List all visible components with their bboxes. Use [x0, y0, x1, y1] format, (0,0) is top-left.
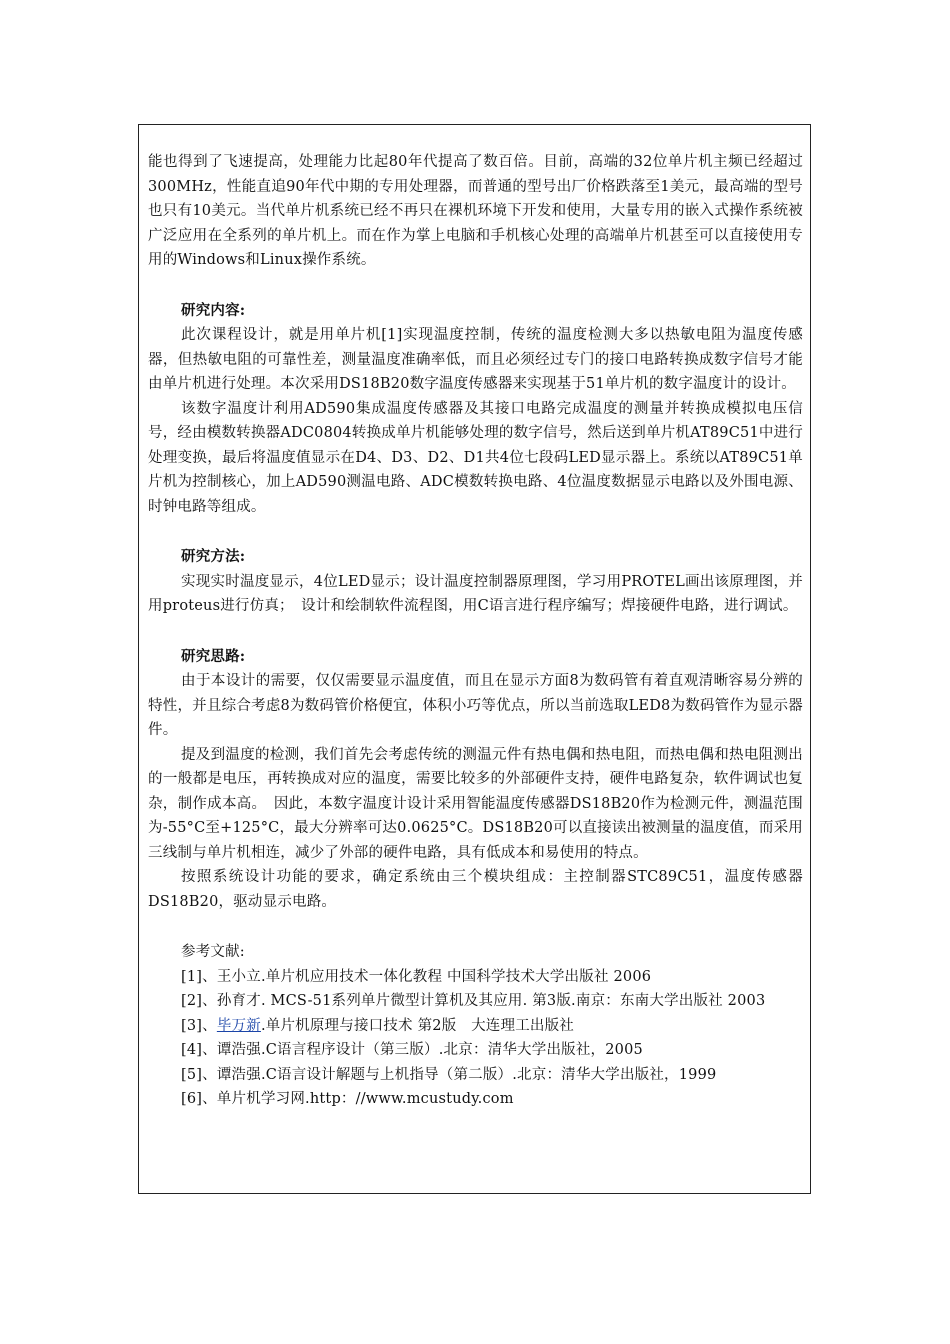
reference-item: [148, 1014, 803, 1039]
research-content-paragraph: 此次课程设计，就是用单片机[1]实现温度控制，传统的温度检测大多以热敏电阻为温度传感器，但热敏电阻的可靠性差，测量温度准确率低，而且必须经过专门的接口电路转换成数字信号才能由单片机进行处理。本次采用DS18B20数字温度传感器来实现基于51单片机的数字温度计的设计。: [148, 327, 803, 392]
reference-item-prefix: [3]、: [181, 1017, 217, 1034]
reference-item: [4]、谭浩强.C语言程序设计（第三版）.北京：清华大学出版社，2005: [181, 1042, 643, 1058]
references-heading: 参考文献:: [181, 944, 245, 960]
spacer: [148, 273, 803, 299]
research-content-heading: 研究内容:: [181, 301, 246, 319]
research-method-heading: 研究方法:: [181, 548, 246, 565]
research-content-paragraph: 该数字温度计利用AD590集成温度传感器及其接口电路完成温度的测量并转换成模拟电压信号，经由模数转换器ADC0804转换成单片机能够处理的数字信号，然后送到单片机AT89C51中进行处理变换，最后将温度值显示在D4、D3、D2、D1共4位七段码LED显示器上。系统以AT89C51单片机为控制核心，加上AD590测温电路、ADC模数转换电路、4位温度数据显示电路以及外围电源、时钟电路等组成。: [148, 400, 803, 515]
spacer: [148, 914, 803, 940]
reference-item-rest: .单片机原理与接口技术 第2版 大连理工出版社: [260, 1017, 574, 1034]
research-method-paragraph: 实现实时温度显示，4位LED显示；设计温度控制器原理图，学习用PROTEL画出该原理图，并用proteus进行仿真； 设计和绘制软件流程图，用C语言进行程序编写；焊接硬件电路，进行调试。: [148, 573, 803, 614]
reference-item: [6]、单片机学习网.http：//www.mcustudy.com: [181, 1091, 514, 1107]
reference-item: [1]、王小立.单片机应用技术一体化教程 中国科学技术大学出版社 2006: [181, 968, 652, 985]
research-idea-paragraph: 提及到温度的检测，我们首先会考虑传统的测温元件有热电偶和热电阻，而热电偶和热电阻测出的一般都是电压，再转换成对应的温度，需要比较多的外部硬件支持，硬件电路复杂，软件调试也复杂，制作成本高。 因此，本数字温度计设计采用智能温度传感器DS18B20作为检测元件，测温范围为-55°C至+125°C，最大分辨率可达0.0625°C。DS18B20可以直接读出被测量的温度值，而采用三线制与单片机相连，减少了外部的硬件电路，具有低成本和易使用的特点。: [148, 746, 803, 861]
reference-item: [2]、孙育才. MCS-51系列单片微型计算机及其应用. 第3版.南京：东南大学出版社 2003: [181, 993, 766, 1009]
intro-paragraph: 能也得到了飞速提高，处理能力比起80年代提高了数百倍。目前，高端的32位单片机主频已经超过300MHz，性能直追90年代中期的专用处理器，而普通的型号出厂价格跌落至1美元，最高端的型号也只有10美元。当代单片机系统已经不再只在裸机环境下开发和使用，大量专用的嵌入式操作系统被广泛应用在全系列的单片机上。而在作为掌上电脑和手机核心处理的高端单片机甚至可以直接使用专用的Windows和Linux操作系统。: [148, 154, 803, 268]
research-idea-paragraph: 按照系统设计功能的要求，确定系统由三个模块组成：主控制器STC89C51，温度传感器DS18B20，驱动显示电路。: [148, 869, 803, 910]
research-idea-heading: 研究思路:: [181, 647, 246, 665]
reference-item: [5]、谭浩强.C语言设计解题与上机指导（第二版）.北京：清华大学出版社，1999: [181, 1066, 717, 1083]
reference-author-link[interactable]: 毕万新: [216, 1017, 261, 1034]
spacer: [148, 619, 803, 645]
document-body: [148, 150, 803, 1112]
spacer: [148, 519, 803, 545]
research-idea-paragraph: 由于本设计的需要，仅仅需要显示温度值，而且在显示方面8为数码管有着直观清晰容易分辨的特性，并且综合考虑8为数码管价格便宜，体积小巧等优点，所以当前选取LED8为数码管作为显示器件。: [148, 673, 803, 738]
